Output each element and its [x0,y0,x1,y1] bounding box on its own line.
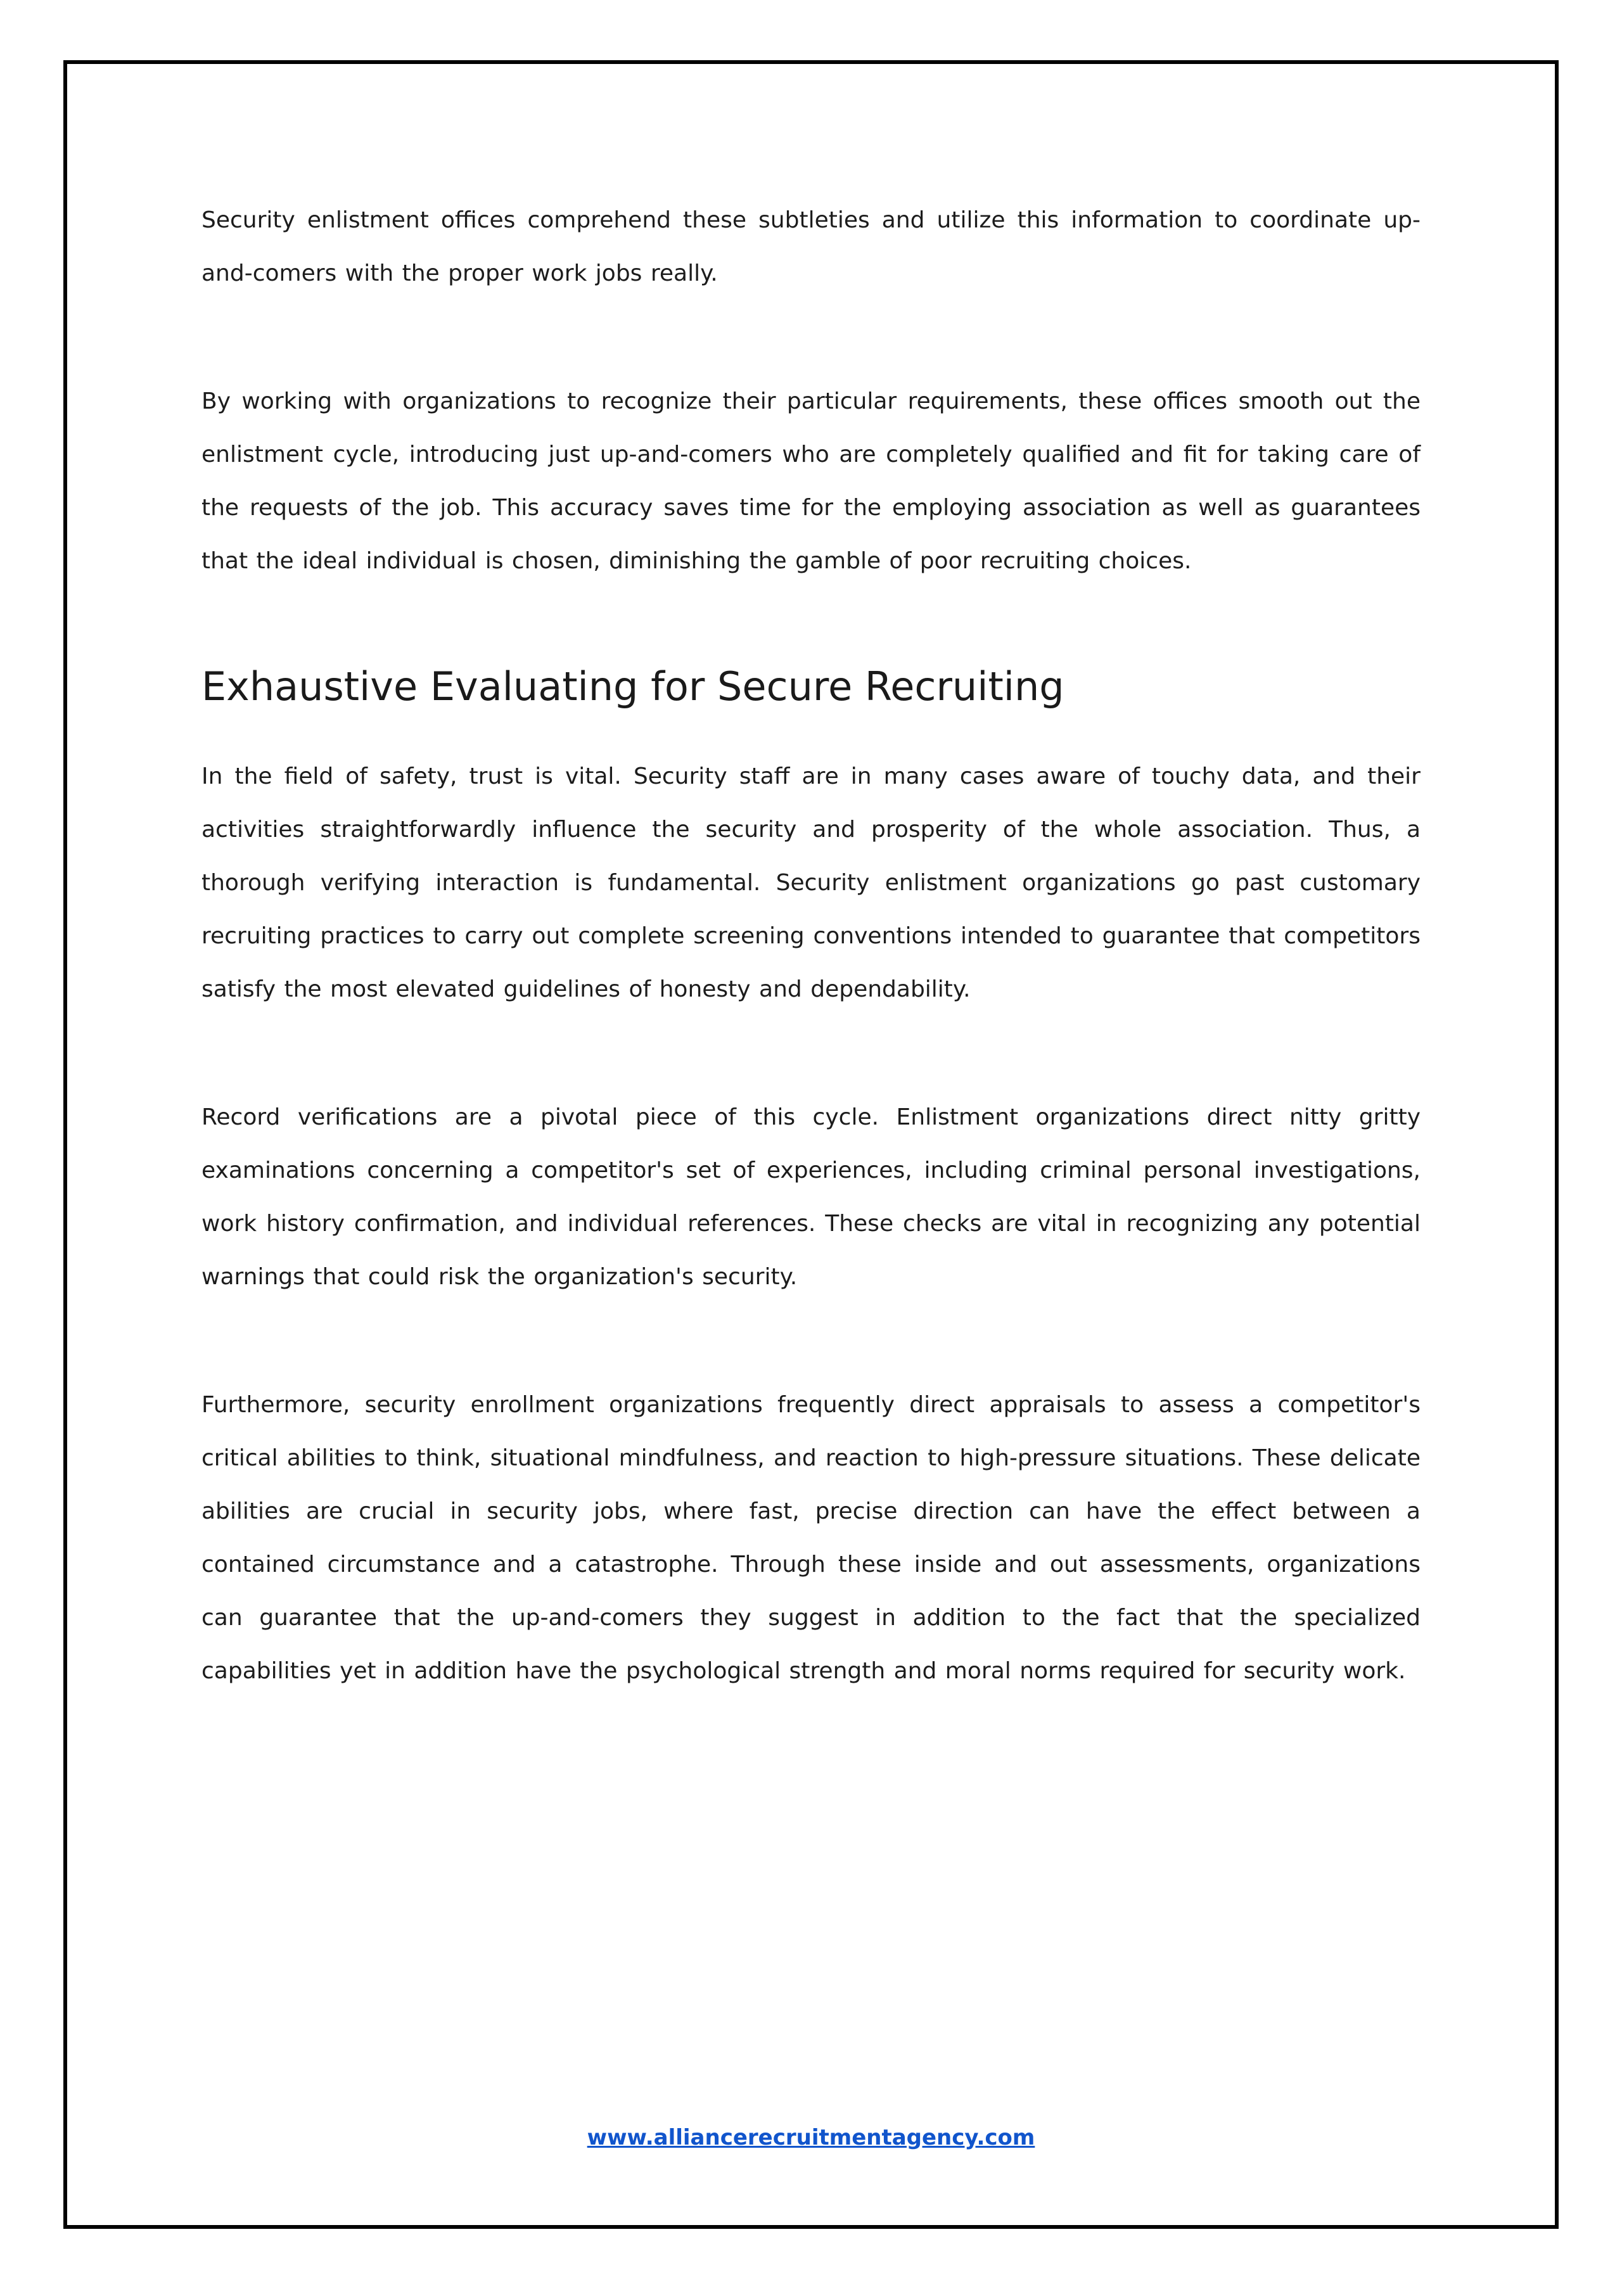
paragraph-intro: Security enlistment offices comprehend these subtleties and utilize this information to coordinate up-and-comers with the proper work jobs really. [201,207,1421,286]
footer [67,2125,1555,2150]
document-content [67,64,1555,1698]
paragraph-record-verifications: Record verifications are a pivotal piece of this cycle. Enlistment organizations direct nitty gritty examinations concerning a competitor's set of experiences, including criminal personal investigations, work history confirmation, and individual references. These checks are vital in recognizing any potential warnings that could risk the organization's security. [201,1104,1421,1290]
footer-link[interactable]: www.alliancerecruitmentagency.com [587,2125,1035,2150]
section-heading: Exhaustive Evaluating for Secure Recruiting [201,663,1064,710]
paragraph-working-with-organizations: By working with organizations to recognize their particular requirements, these offices smooth out the enlistment cycle, introducing just up-and-comers who are completely qualified and fit for taking care of the requests of the job. This accuracy saves time for the employing association as well as guarantees that the ideal individual is chosen, diminishing the gamble of poor recruiting choices. [201,388,1421,574]
paragraph-appraisals: Furthermore, security enrollment organizations frequently direct appraisals to assess a competitor's critical abilities to think, situational mindfulness, and reaction to high-pressure situations. These delicate abilities are crucial in security jobs, where fast, precise direction can have the effect between a contained circumstance and a catastrophe. Through these inside and out assessments, organizations can guarantee that the up-and-comers they suggest in addition to the fact that the specialized capabilities yet in addition have the psychological strength and moral norms required for security work. [201,1392,1421,1684]
paragraph-field-of-safety: In the field of safety, trust is vital. Security staff are in many cases aware of touchy data, and their activities straightforwardly influence the security and prosperity of the whole association. Thus, a thorough verifying interaction is fundamental. Security enlistment organizations go past customary recruiting practices to carry out complete screening conventions intended to guarantee that competitors satisfy the most elevated guidelines of honesty and dependability. [201,763,1421,1002]
page-border-frame [63,60,1559,2229]
